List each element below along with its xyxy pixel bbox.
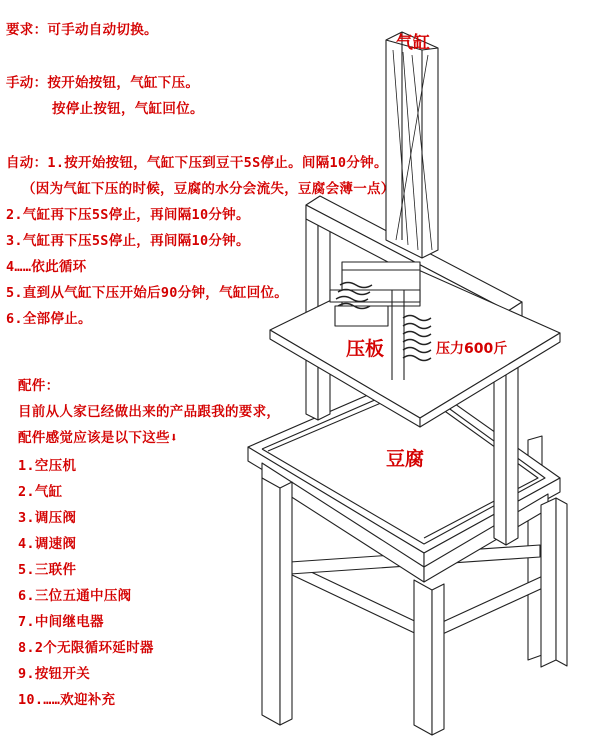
parts-item: 6.三位五通中压阀 (18, 588, 132, 604)
auto-step-6: 6.全部停止。 (6, 311, 92, 327)
front-leg-center (414, 580, 444, 735)
parts-item: 7.中间继电器 (18, 614, 104, 630)
front-leg-left (262, 478, 292, 725)
parts-item: 10.……欢迎补充 (18, 692, 116, 708)
parts-item: 3.调压阀 (18, 510, 77, 526)
cylinder-rod (386, 32, 438, 258)
press-plate-label: 压板 (346, 338, 385, 360)
requirements-heading: 要求：可手动自动切换。 (6, 22, 158, 38)
front-leg-right (541, 498, 567, 667)
tofu-label: 豆腐 (386, 448, 425, 470)
auto-step-3: 3.气缸再下压5S停止，再间隔10分钟。 (6, 233, 250, 249)
parts-item: 2.气缸 (18, 484, 63, 500)
auto-line-1: 自动：1.按开始按钮，气缸下压到豆干5S停止。间隔10分钟。 (6, 155, 388, 171)
lower-rail-left (290, 562, 423, 637)
auto-step-2: 2.气缸再下压5S停止，再间隔10分钟。 (6, 207, 250, 223)
parts-item: 9.按钮开关 (18, 666, 91, 682)
parts-item: 1.空压机 (18, 458, 77, 474)
auto-step-5: 5.直到从气缸下压开始后90分钟，气缸回位。 (6, 285, 289, 301)
manual-line-2: 按停止按钮，气缸回位。 (52, 101, 204, 117)
pressure-label: 压力600斤 (436, 341, 508, 357)
parts-item: 4.调速阀 (18, 536, 77, 552)
parts-intro-2: 配件感觉应该是以下这些⬇ (18, 430, 179, 446)
cylinder-label: 气缸 (396, 33, 430, 53)
parts-intro-1: 目前从人家已经做出来的产品跟我的要求， (18, 404, 281, 420)
manual-line-1: 手动：按开始按钮，气缸下压。 (6, 75, 200, 91)
parts-item: 5.三联件 (18, 562, 77, 578)
parts-heading: 配件： (18, 378, 60, 394)
auto-step-4: 4……依此循环 (6, 259, 87, 275)
parts-item: 8.2个无限循环延时器 (18, 640, 154, 656)
auto-line-1-note: （因为气缸下压的时候，豆腐的水分会流失，豆腐会薄一点） (22, 181, 395, 197)
